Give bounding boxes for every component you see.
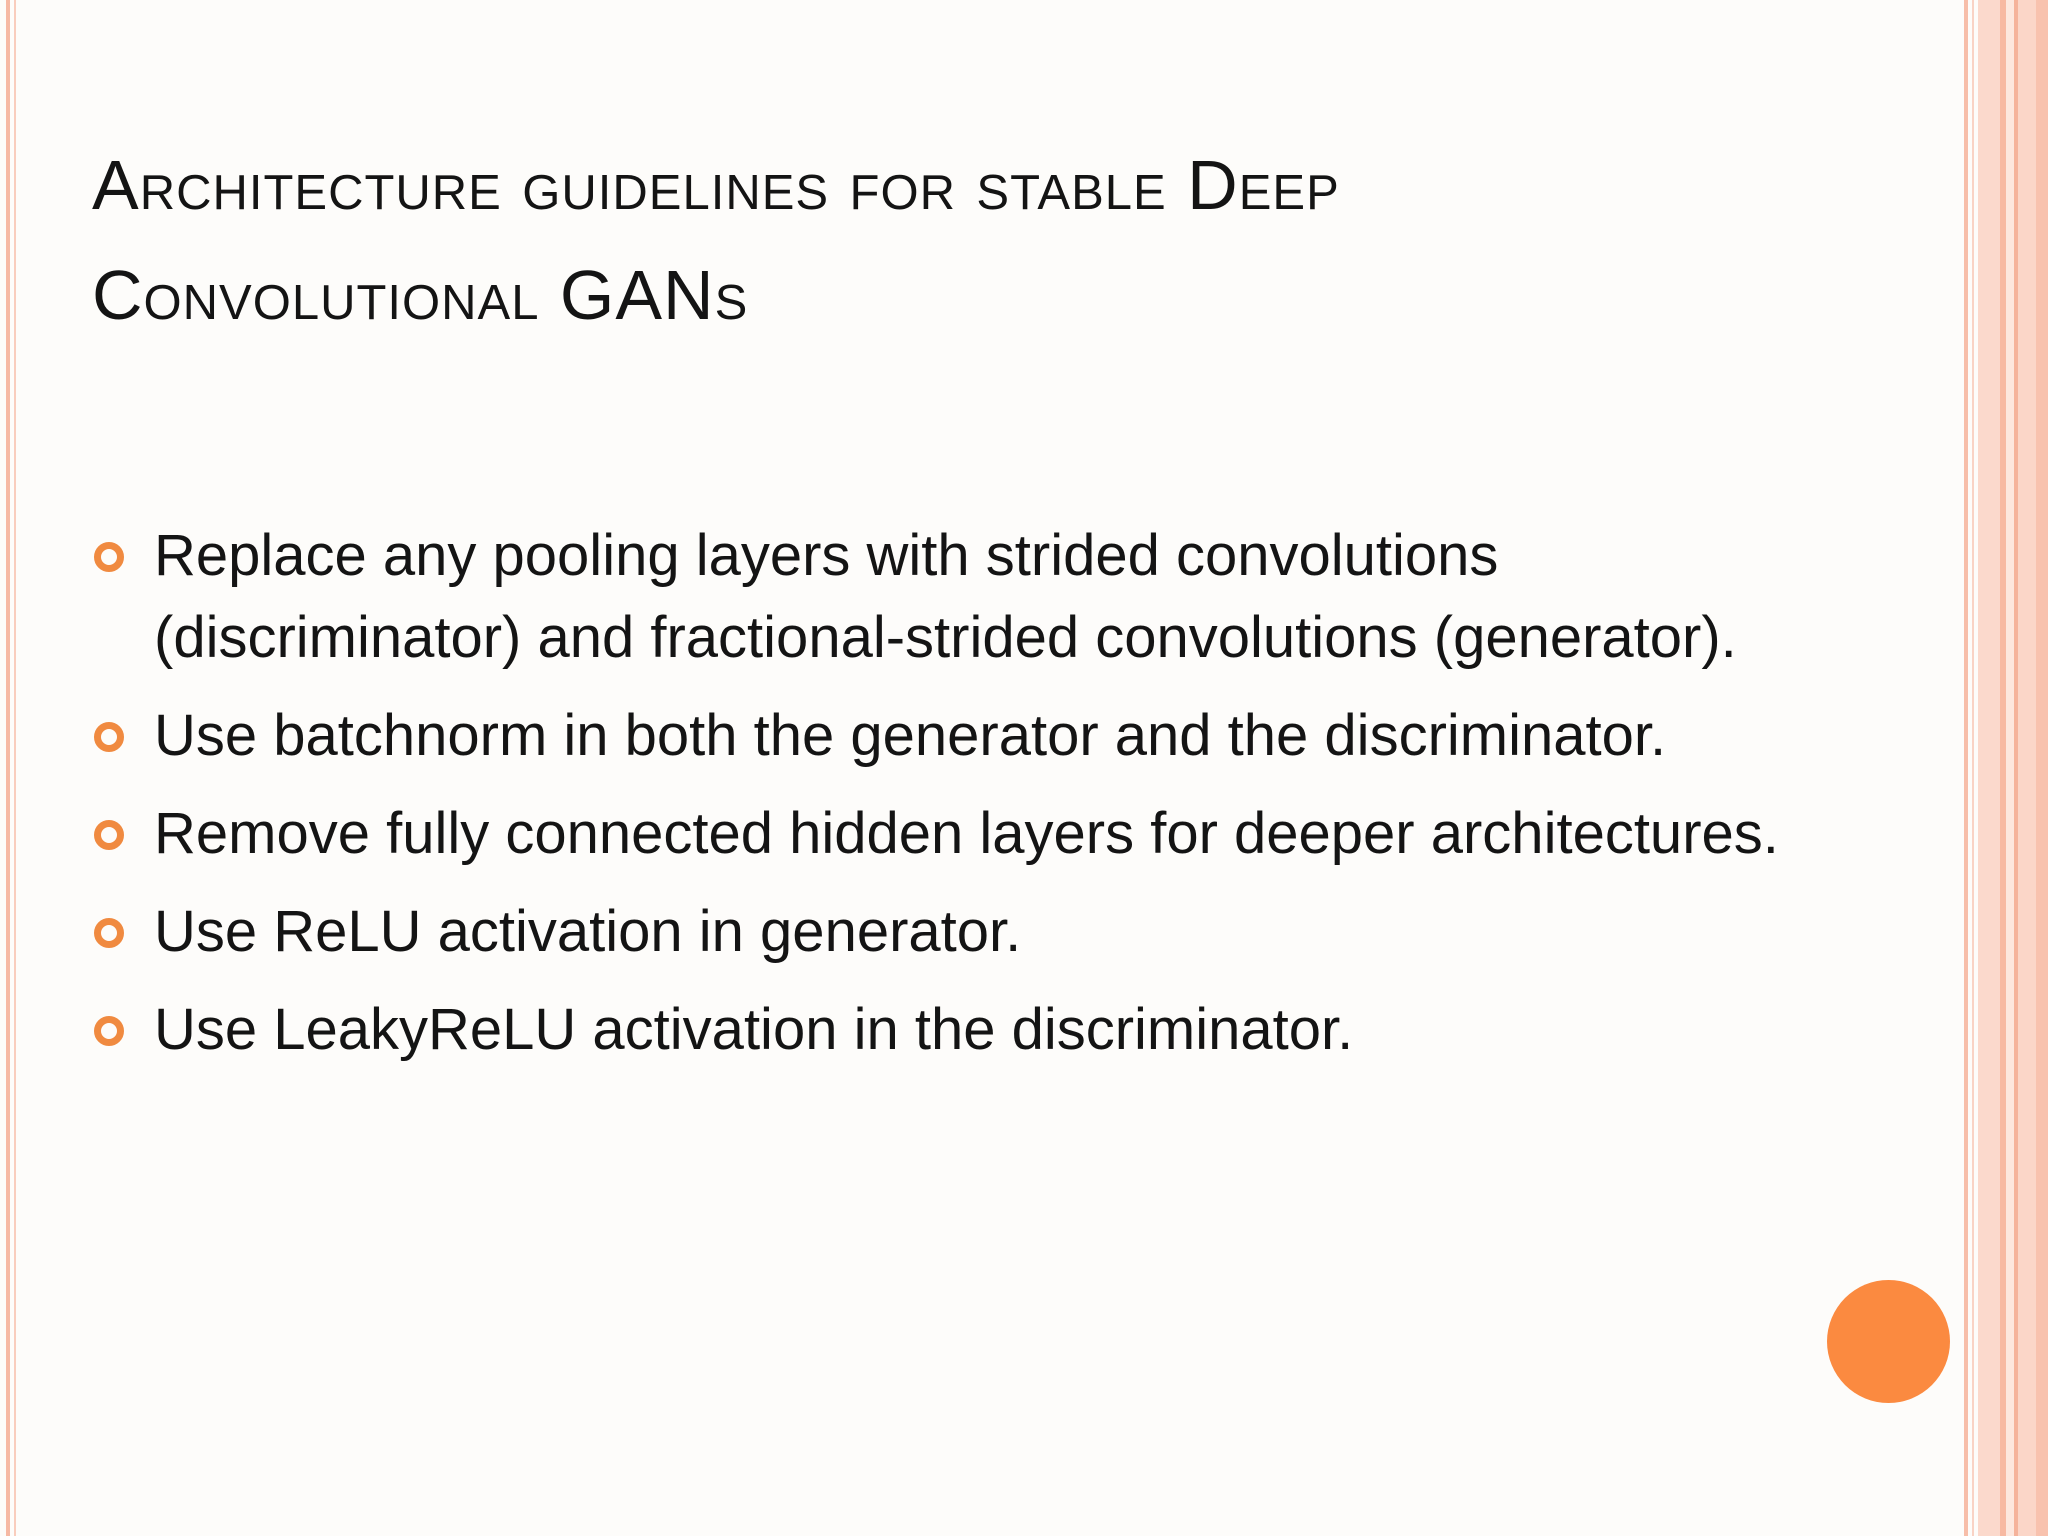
hollow-circle-bullet-icon bbox=[94, 1016, 124, 1046]
bullet-text: Use batchnorm in both the generator and the discriminator. bbox=[154, 703, 1667, 768]
bullet-item bbox=[94, 989, 1934, 1071]
bullet-item bbox=[94, 515, 1934, 679]
bullet-text: Remove fully connected hidden layers for deeper architectures. bbox=[154, 801, 1779, 866]
bullet-text: Use LeakyReLU activation in the discriminator. bbox=[154, 997, 1354, 1062]
bullet-item bbox=[94, 891, 1934, 973]
right-border-stripes bbox=[1964, 0, 2048, 1536]
bullet-text: (discriminator) and fractional-strided convolutions (generator). bbox=[154, 605, 1737, 670]
slide-title-line-1: Architecture guidelines for stable Deep bbox=[92, 146, 1340, 224]
bullet-text: Use ReLU activation in generator. bbox=[154, 899, 1022, 964]
hollow-circle-bullet-icon bbox=[94, 918, 124, 948]
hollow-circle-bullet-icon bbox=[94, 542, 124, 572]
hollow-circle-bullet-icon bbox=[94, 722, 124, 752]
hollow-circle-bullet-icon bbox=[94, 820, 124, 850]
slide-title-line-2: Convolutional GANs bbox=[92, 256, 749, 334]
slide-title bbox=[92, 130, 1872, 350]
bullet-item bbox=[94, 793, 1934, 875]
bullet-text: Replace any pooling layers with strided convolutions bbox=[154, 523, 1499, 588]
bullet-list bbox=[94, 515, 1934, 1087]
decorative-orange-circle bbox=[1827, 1280, 1950, 1403]
bullet-item bbox=[94, 695, 1934, 777]
left-border-line bbox=[14, 0, 16, 1536]
left-border-line bbox=[6, 0, 10, 1536]
